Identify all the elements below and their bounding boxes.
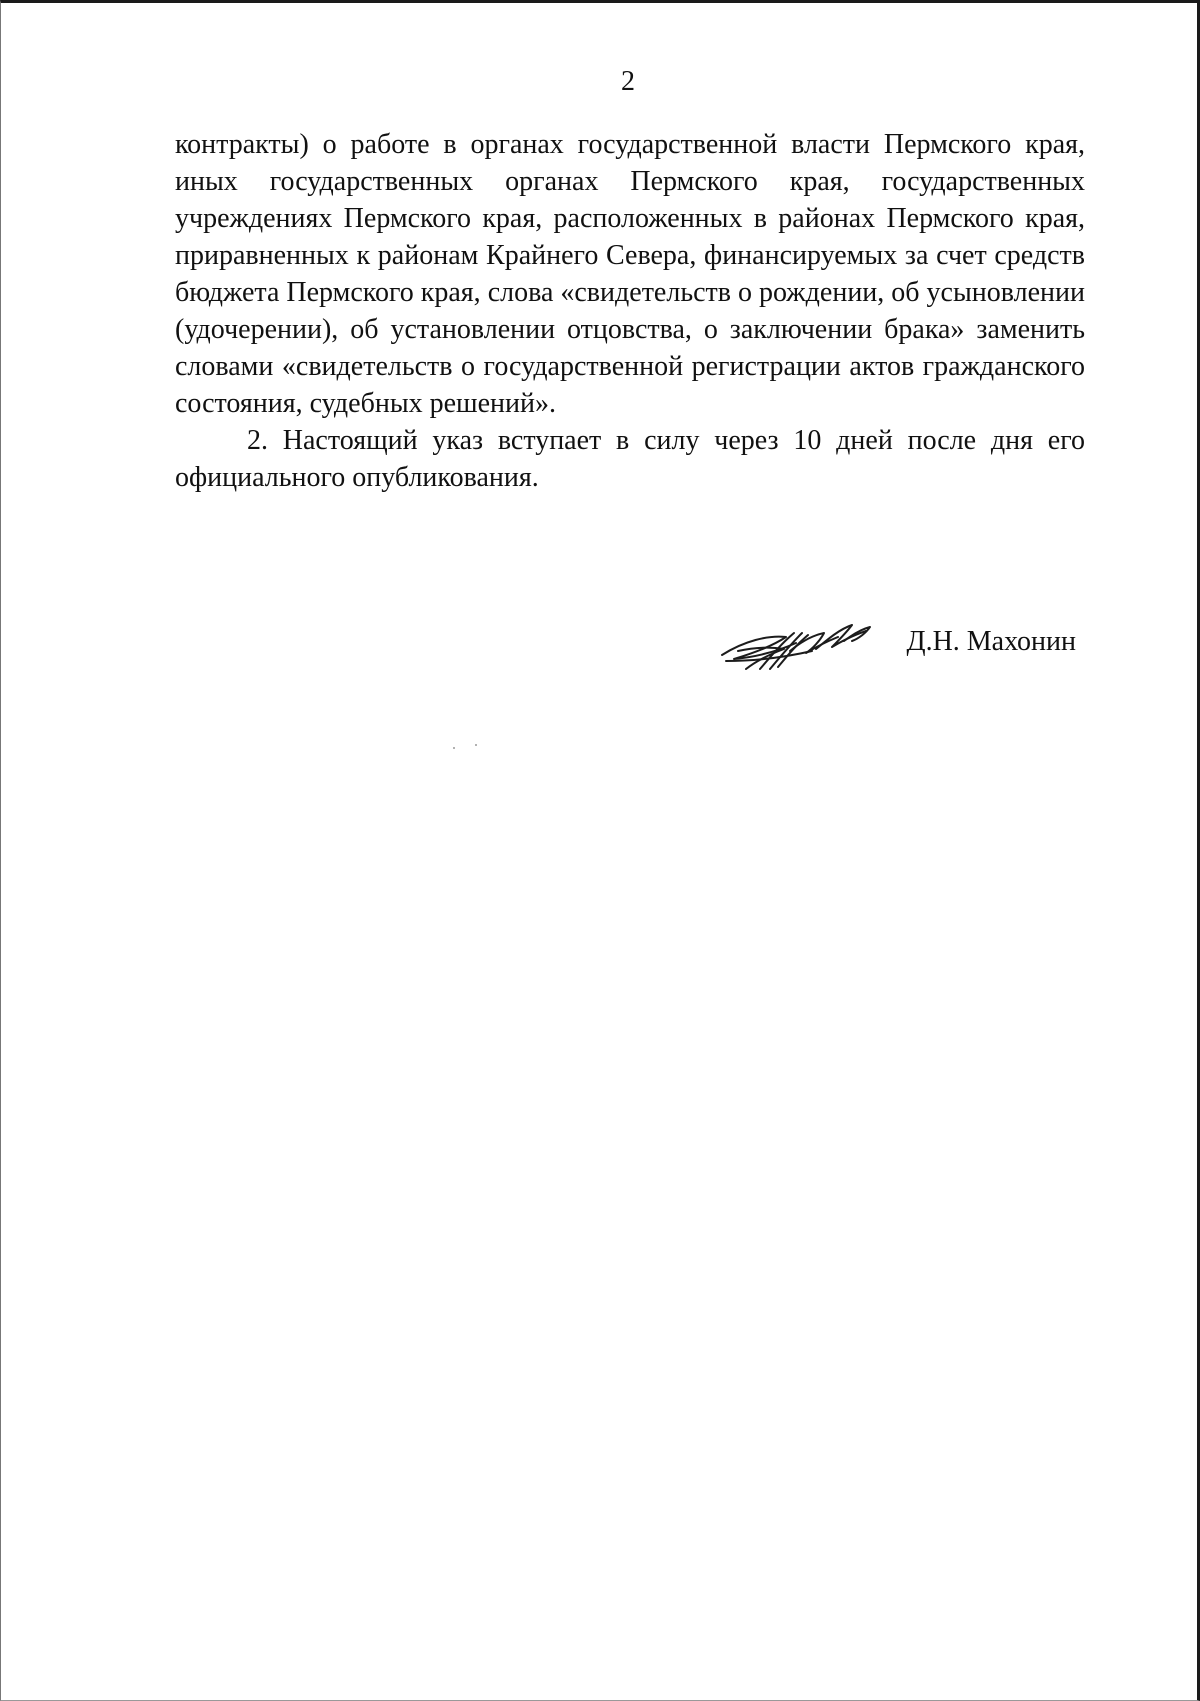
document-body <box>175 126 1085 496</box>
paragraph-effective-date: 2. Настоящий указ вступает в силу через 10 дней после дня его официального опубликования. <box>175 425 1085 493</box>
paragraph-continuation: контракты) о работе в органах государственной власти Пермского края, иных государственных органах Пермского края, государственных учреждениях Пермского края, расположенных в районах Пермского края, приравненных к районам Крайнего Севера, финансируемых за счет средств бюджета Пермского края, слова «свидетельств о рождении, об усыновлении (удочерении), об установлении отцовства, о заключении брака» заменить словами «свидетельств о государственной регистрации актов гражданского состояния, судебных решений». <box>175 129 1085 419</box>
signature-block <box>716 611 1076 691</box>
page-number: 2 <box>621 66 635 97</box>
scan-speck <box>453 747 455 749</box>
handwritten-signature-icon <box>716 611 876 679</box>
signer-name: Д.Н. Махонин <box>906 626 1076 657</box>
scan-speck <box>475 744 477 746</box>
